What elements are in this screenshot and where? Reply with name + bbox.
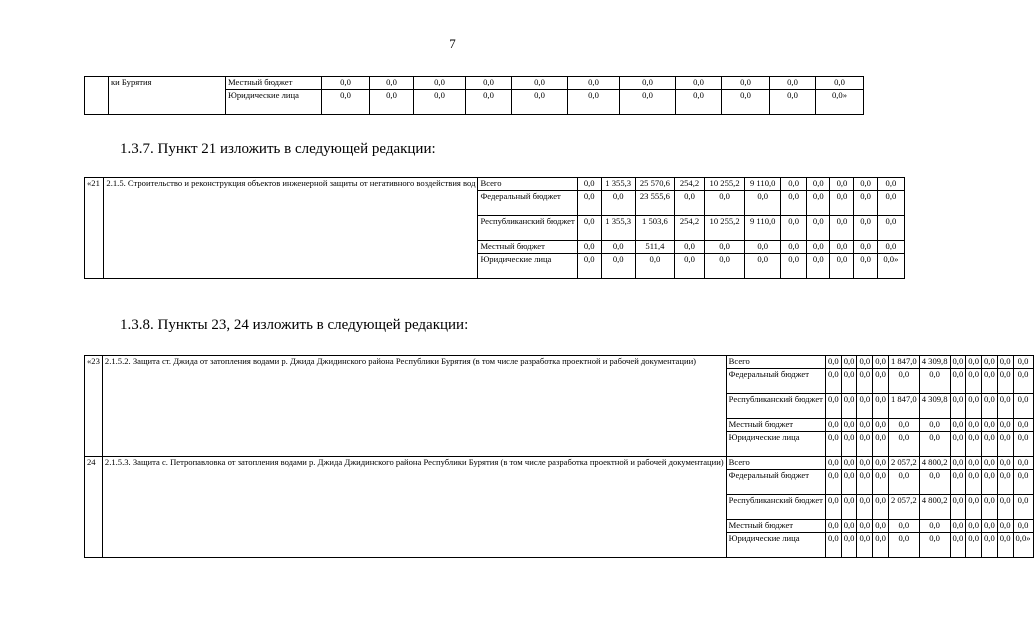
- amount-cell: 0,0: [825, 470, 841, 495]
- amount-cell: 0,0: [781, 254, 807, 279]
- amount-cell: 0,0: [825, 457, 841, 470]
- table-row: [85, 77, 864, 90]
- amount-cell: 0,0: [877, 216, 904, 241]
- amount-cell: 0,0: [873, 419, 889, 432]
- amount-cell: 0,0: [635, 254, 674, 279]
- amount-cell: 0,0: [601, 191, 635, 216]
- amount-cell: 0,0: [370, 77, 414, 90]
- amount-cell: 0,0: [322, 90, 370, 115]
- amount-cell: 0,0: [841, 520, 857, 533]
- amount-cell: 0,0: [704, 191, 744, 216]
- amount-cell: 0,0: [770, 77, 816, 90]
- amount-cell: 0,0: [781, 216, 807, 241]
- amount-cell: 0,0: [857, 457, 873, 470]
- funding-source: Республиканский бюджет: [726, 394, 825, 419]
- funding-source: Республиканский бюджет: [726, 495, 825, 520]
- amount-cell: 0,0: [825, 520, 841, 533]
- amount-cell: 0,0: [466, 90, 512, 115]
- amount-cell: 0,0: [722, 77, 770, 90]
- amount-cell: 0,0: [841, 369, 857, 394]
- amount-cell: 0,0: [982, 419, 998, 432]
- amount-cell: 0,0: [857, 419, 873, 432]
- amount-cell: 0,0: [877, 191, 904, 216]
- amount-cell: 0,0: [982, 394, 998, 419]
- item-24-index: 24: [85, 457, 103, 558]
- funding-source: Юридические лица: [226, 90, 322, 115]
- amount-cell: 0,0: [816, 77, 864, 90]
- amount-cell: 2 057,2: [888, 457, 919, 470]
- amount-cell: 0,0»: [816, 90, 864, 115]
- amount-cell: 0,0: [577, 241, 601, 254]
- amount-cell: 0,0: [1013, 520, 1033, 533]
- amount-cell: 0,0: [888, 533, 919, 558]
- amount-cell: 1 847,0: [888, 394, 919, 419]
- amount-cell: 0,0: [675, 191, 705, 216]
- amount-cell: 0,0: [982, 470, 998, 495]
- funding-source: Республиканский бюджет: [478, 216, 577, 241]
- amount-cell: 0,0: [601, 241, 635, 254]
- amount-cell: 0,0: [982, 520, 998, 533]
- amount-cell: 0,0: [781, 178, 807, 191]
- amount-cell: 23 555,6: [635, 191, 674, 216]
- amount-cell: 9 110,0: [745, 216, 781, 241]
- amount-cell: 0,0: [950, 394, 966, 419]
- amount-cell: 0,0: [997, 495, 1013, 520]
- amount-cell: 0,0: [966, 520, 982, 533]
- amount-cell: 0,0: [807, 178, 830, 191]
- amount-cell: 0,0: [577, 254, 601, 279]
- amount-cell: 0,0: [770, 90, 816, 115]
- amount-cell: 0,0: [704, 241, 744, 254]
- funding-source: Юридические лица: [478, 254, 577, 279]
- amount-cell: 0,0: [997, 419, 1013, 432]
- amount-cell: 0,0: [825, 533, 841, 558]
- amount-cell: 0,0: [873, 520, 889, 533]
- amount-cell: 0,0: [825, 369, 841, 394]
- amount-cell: 0,0: [857, 495, 873, 520]
- amount-cell: 0,0: [873, 432, 889, 457]
- amount-cell: 0,0: [781, 241, 807, 254]
- amount-cell: 0,0: [577, 216, 601, 241]
- amount-cell: 0,0: [950, 356, 966, 369]
- amount-cell: 0,0: [830, 241, 854, 254]
- amount-cell: 0,0: [841, 457, 857, 470]
- amount-cell: 0,0: [950, 470, 966, 495]
- amount-cell: 0,0: [966, 394, 982, 419]
- funding-source: Местный бюджет: [726, 520, 825, 533]
- amount-cell: 0,0: [950, 419, 966, 432]
- item-23-index: «23: [85, 356, 103, 457]
- amount-cell: 0,0: [620, 90, 676, 115]
- amount-cell: 25 570,6: [635, 178, 674, 191]
- amount-cell: 254,2: [675, 178, 705, 191]
- amount-cell: 0,0: [1013, 419, 1033, 432]
- amount-cell: 0,0: [512, 77, 568, 90]
- amount-cell: 0,0: [841, 432, 857, 457]
- amount-cell: 0,0: [620, 77, 676, 90]
- amount-cell: 0,0: [873, 356, 889, 369]
- amount-cell: 0,0: [877, 241, 904, 254]
- amount-cell: 0,0: [873, 495, 889, 520]
- funding-source: Федеральный бюджет: [478, 191, 577, 216]
- section-heading-1-3-8: 1.3.8. Пункты 23, 24 изложить в следующей редакции:: [120, 317, 469, 333]
- amount-cell: 0,0: [966, 457, 982, 470]
- funding-table-items-23-24: [84, 355, 1034, 558]
- amount-cell: 0,0: [745, 241, 781, 254]
- amount-cell: 0,0: [676, 90, 722, 115]
- amount-cell: 0,0: [966, 369, 982, 394]
- table-row: [85, 356, 1034, 369]
- amount-cell: 0,0: [1013, 356, 1033, 369]
- amount-cell: 0,0: [919, 470, 950, 495]
- amount-cell: 254,2: [675, 216, 705, 241]
- amount-cell: 1 355,3: [601, 178, 635, 191]
- funding-source: Всего: [726, 356, 825, 369]
- amount-cell: 0,0: [1013, 470, 1033, 495]
- amount-cell: 0,0: [841, 419, 857, 432]
- amount-cell: 0,0: [877, 178, 904, 191]
- amount-cell: 0,0: [997, 470, 1013, 495]
- funding-table-item-21: [84, 177, 905, 279]
- amount-cell: 4 800,2: [919, 495, 950, 520]
- amount-cell: 0,0: [966, 356, 982, 369]
- amount-cell: 0,0: [982, 432, 998, 457]
- amount-cell: 0,0: [919, 432, 950, 457]
- amount-cell: 511,4: [635, 241, 674, 254]
- item-24-description: 2.1.5.3. Защита с. Петропавловка от затопления водами р. Джида Джидинского района Республики Бурятия (в том числе разработка проектной и рабочей документации): [102, 457, 726, 558]
- amount-cell: 4 309,8: [919, 356, 950, 369]
- amount-cell: 0,0: [950, 533, 966, 558]
- amount-cell: 0,0»: [877, 254, 904, 279]
- table-row: [85, 457, 1034, 470]
- amount-cell: 0,0: [950, 457, 966, 470]
- amount-cell: 0,0: [982, 457, 998, 470]
- amount-cell: 0,0: [1013, 394, 1033, 419]
- amount-cell: 0,0: [830, 178, 854, 191]
- amount-cell: 0,0: [919, 369, 950, 394]
- amount-cell: 0,0: [950, 432, 966, 457]
- amount-cell: 2 057,2: [888, 495, 919, 520]
- amount-cell: 1 503,6: [635, 216, 674, 241]
- amount-cell: 0,0: [830, 191, 854, 216]
- amount-cell: 0,0: [888, 369, 919, 394]
- amount-cell: 0,0: [966, 470, 982, 495]
- amount-cell: 0,0: [825, 495, 841, 520]
- amount-cell: 0,0: [919, 520, 950, 533]
- amount-cell: 0,0: [1013, 432, 1033, 457]
- amount-cell: 0,0: [854, 191, 877, 216]
- funding-source: Местный бюджет: [226, 77, 322, 90]
- amount-cell: 0,0: [966, 495, 982, 520]
- amount-cell: 0,0: [676, 77, 722, 90]
- amount-cell: 4 309,8: [919, 394, 950, 419]
- amount-cell: 0,0: [745, 191, 781, 216]
- amount-cell: 9 110,0: [745, 178, 781, 191]
- amount-cell: 0,0: [601, 254, 635, 279]
- amount-cell: 0,0: [675, 254, 705, 279]
- amount-cell: 0,0: [857, 356, 873, 369]
- amount-cell: 0,0: [873, 369, 889, 394]
- amount-cell: 0,0: [950, 520, 966, 533]
- page-number: 7: [449, 36, 456, 51]
- amount-cell: 0,0: [997, 356, 1013, 369]
- item-21-description: 2.1.5. Строительство и реконструкция объектов инженерной защиты от негативного воздействия вод: [104, 178, 478, 279]
- amount-cell: 0,0: [997, 520, 1013, 533]
- funding-source: Местный бюджет: [478, 241, 577, 254]
- amount-cell: 0,0: [888, 520, 919, 533]
- amount-cell: 0,0: [830, 216, 854, 241]
- funding-source: Всего: [478, 178, 577, 191]
- amount-cell: 0,0: [873, 457, 889, 470]
- amount-cell: 0,0: [414, 77, 466, 90]
- funding-source: Местный бюджет: [726, 419, 825, 432]
- amount-cell: 0,0»: [1013, 533, 1033, 558]
- amount-cell: 0,0: [997, 432, 1013, 457]
- funding-source: Федеральный бюджет: [726, 470, 825, 495]
- amount-cell: 0,0: [825, 394, 841, 419]
- amount-cell: 0,0: [857, 432, 873, 457]
- amount-cell: 0,0: [807, 191, 830, 216]
- amount-cell: 0,0: [873, 470, 889, 495]
- amount-cell: 1 847,0: [888, 356, 919, 369]
- continued-item-description: ки Бурятия: [109, 77, 226, 115]
- funding-table-continued: [84, 76, 864, 115]
- continued-item-index: [85, 77, 109, 115]
- amount-cell: 0,0: [675, 241, 705, 254]
- funding-source: Юридические лица: [726, 533, 825, 558]
- amount-cell: 0,0: [370, 90, 414, 115]
- amount-cell: 0,0: [857, 369, 873, 394]
- amount-cell: 0,0: [841, 495, 857, 520]
- amount-cell: 0,0: [854, 216, 877, 241]
- amount-cell: 0,0: [919, 419, 950, 432]
- table-row: [85, 178, 905, 191]
- amount-cell: 0,0: [982, 356, 998, 369]
- item-21-index: «21: [85, 178, 104, 279]
- funding-source: Юридические лица: [726, 432, 825, 457]
- amount-cell: 0,0: [997, 533, 1013, 558]
- amount-cell: 0,0: [807, 216, 830, 241]
- amount-cell: 10 255,2: [704, 178, 744, 191]
- amount-cell: 0,0: [841, 394, 857, 419]
- amount-cell: 0,0: [577, 178, 601, 191]
- funding-source: Всего: [726, 457, 825, 470]
- amount-cell: 0,0: [841, 470, 857, 495]
- amount-cell: 0,0: [982, 369, 998, 394]
- amount-cell: 0,0: [722, 90, 770, 115]
- amount-cell: 0,0: [568, 77, 620, 90]
- amount-cell: 0,0: [857, 520, 873, 533]
- amount-cell: 0,0: [888, 419, 919, 432]
- amount-cell: 0,0: [857, 394, 873, 419]
- amount-cell: 0,0: [854, 178, 877, 191]
- amount-cell: 0,0: [857, 533, 873, 558]
- amount-cell: 4 800,2: [919, 457, 950, 470]
- amount-cell: 0,0: [1013, 457, 1033, 470]
- amount-cell: 0,0: [997, 394, 1013, 419]
- amount-cell: 1 355,3: [601, 216, 635, 241]
- amount-cell: 0,0: [414, 90, 466, 115]
- amount-cell: 0,0: [982, 533, 998, 558]
- amount-cell: 0,0: [841, 533, 857, 558]
- amount-cell: 0,0: [704, 254, 744, 279]
- amount-cell: 0,0: [825, 356, 841, 369]
- amount-cell: 0,0: [830, 254, 854, 279]
- amount-cell: 10 255,2: [704, 216, 744, 241]
- amount-cell: 0,0: [512, 90, 568, 115]
- amount-cell: 0,0: [950, 369, 966, 394]
- amount-cell: 0,0: [888, 432, 919, 457]
- amount-cell: 0,0: [966, 533, 982, 558]
- amount-cell: 0,0: [466, 77, 512, 90]
- amount-cell: 0,0: [888, 470, 919, 495]
- amount-cell: 0,0: [825, 419, 841, 432]
- amount-cell: 0,0: [1013, 495, 1033, 520]
- amount-cell: 0,0: [781, 191, 807, 216]
- amount-cell: 0,0: [577, 191, 601, 216]
- amount-cell: 0,0: [322, 77, 370, 90]
- amount-cell: 0,0: [997, 369, 1013, 394]
- amount-cell: 0,0: [854, 254, 877, 279]
- amount-cell: 0,0: [807, 254, 830, 279]
- amount-cell: 0,0: [966, 432, 982, 457]
- amount-cell: 0,0: [825, 432, 841, 457]
- amount-cell: 0,0: [919, 533, 950, 558]
- item-23-description: 2.1.5.2. Защита ст. Джида от затопления водами р. Джида Джидинского района Республики Бурятия (в том числе разработка проектной и рабочей документации): [102, 356, 726, 457]
- amount-cell: 0,0: [982, 495, 998, 520]
- amount-cell: 0,0: [873, 394, 889, 419]
- amount-cell: 0,0: [568, 90, 620, 115]
- amount-cell: 0,0: [873, 533, 889, 558]
- amount-cell: 0,0: [745, 254, 781, 279]
- funding-source: Федеральный бюджет: [726, 369, 825, 394]
- amount-cell: 0,0: [857, 470, 873, 495]
- amount-cell: 0,0: [997, 457, 1013, 470]
- amount-cell: 0,0: [841, 356, 857, 369]
- amount-cell: 0,0: [807, 241, 830, 254]
- amount-cell: 0,0: [1013, 369, 1033, 394]
- amount-cell: 0,0: [966, 419, 982, 432]
- section-heading-1-3-7: 1.3.7. Пункт 21 изложить в следующей редакции:: [120, 141, 436, 157]
- amount-cell: 0,0: [950, 495, 966, 520]
- amount-cell: 0,0: [854, 241, 877, 254]
